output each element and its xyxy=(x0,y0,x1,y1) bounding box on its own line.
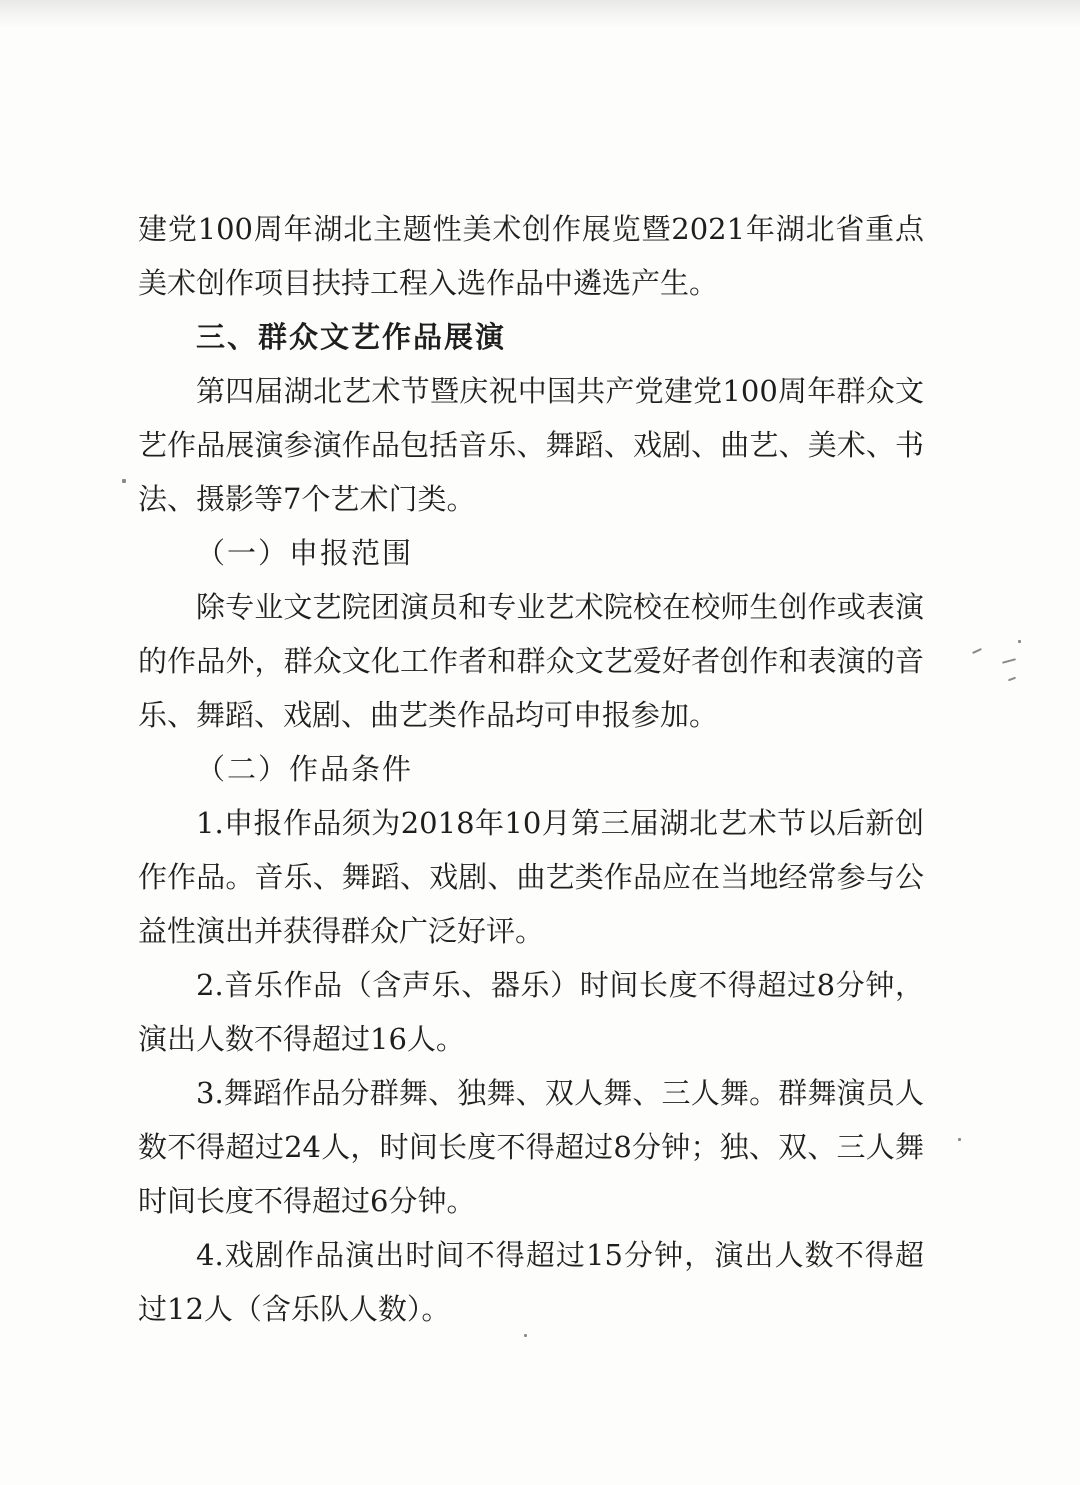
section-heading-mass-art-performance: 三、群众文艺作品展演 xyxy=(196,320,507,354)
scan-speck xyxy=(958,1138,961,1141)
subheading-application-scope: （一）申报范围 xyxy=(196,536,414,570)
paragraph-condition-4: 4.戏剧作品演出时间不得超过15分钟，演出人数不得超过12人（含乐队人数）。 xyxy=(138,1238,924,1326)
subheading-work-conditions: （二）作品条件 xyxy=(196,752,414,786)
paragraph-continuation: 建党100周年湖北主题性美术创作展览暨2021年湖北省重点美术创作项目扶持工程入选作品中遴选产生。 xyxy=(138,212,924,300)
scan-speck xyxy=(1002,658,1016,664)
paragraph-condition-3: 3.舞蹈作品分群舞、独舞、双人舞、三人舞。群舞演员人数不得超过24人，时间长度不得超过8分钟；独、双、三人舞时间长度不得超过6分钟。 xyxy=(138,1076,924,1218)
paragraph-intro: 第四届湖北艺术节暨庆祝中国共产党建党100周年群众文艺作品展演参演作品包括音乐、舞蹈、戏剧、曲艺、美术、书法、摄影等7个艺术门类。 xyxy=(138,374,924,516)
scan-speck xyxy=(1018,640,1021,643)
paragraph-scope: 除专业文艺院团演员和专业艺术院校在校师生创作或表演的作品外，群众文化工作者和群众文艺爱好者创作和表演的音乐、舞蹈、戏剧、曲艺类作品均可申报参加。 xyxy=(138,590,924,732)
scan-speck xyxy=(972,648,982,654)
document-body xyxy=(138,202,924,1336)
scan-speck xyxy=(1008,677,1016,682)
scan-edge-shadow xyxy=(0,0,1080,28)
paragraph-condition-1: 1.申报作品须为2018年10月第三届湖北艺术节以后新创作作品。音乐、舞蹈、戏剧、曲艺类作品应在当地经常参与公益性演出并获得群众广泛好评。 xyxy=(138,806,924,948)
scan-speck xyxy=(122,479,126,483)
paragraph-condition-2: 2.音乐作品（含声乐、器乐）时间长度不得超过8分钟，演出人数不得超过16人。 xyxy=(138,968,924,1056)
scan-speck xyxy=(524,1334,527,1337)
